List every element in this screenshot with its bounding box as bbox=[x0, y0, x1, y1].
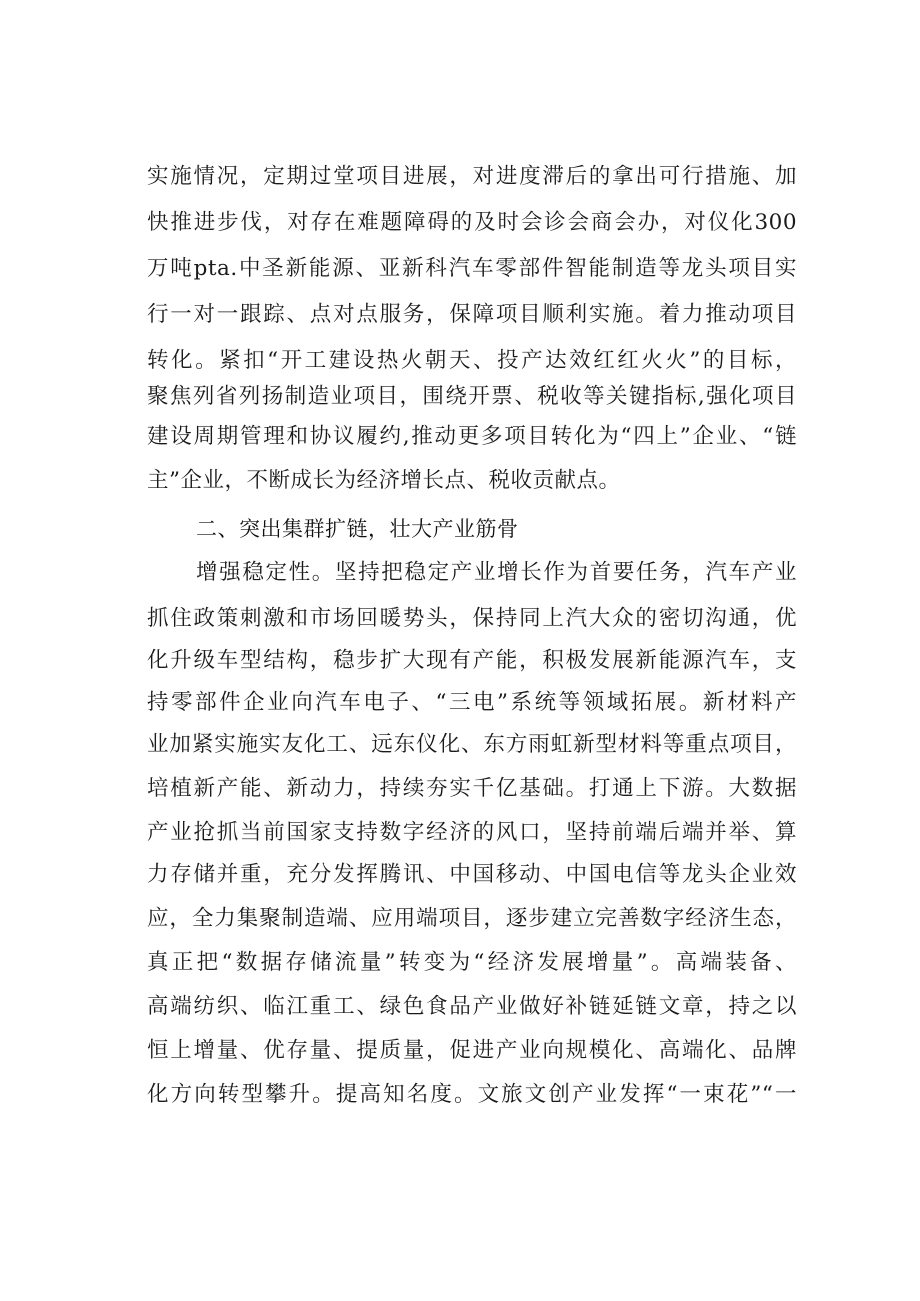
paragraph-2-line-10: 真正把“数据存储流量”转变为“经济发展增量”。高端装备、 bbox=[147, 950, 797, 975]
paragraph-2-line-8: 力存储并重，充分发挥腾讯、中国移动、中国电信等龙头企业效 bbox=[147, 862, 797, 887]
paragraph-2-line-12: 恒上增量、优存量、提质量，促进产业向规模化、高端化、品牌 bbox=[147, 1038, 797, 1063]
paragraph-2-line-1: 增强稳定性。坚持把稳定产业增长作为首要任务，汽车产业 bbox=[196, 560, 797, 585]
paragraph-2-line-13: 化方向转型攀升。提高知名度。文旅文创产业发挥“一束花”“一 bbox=[147, 1082, 797, 1107]
paragraph-2-line-9: 应，全力集聚制造端、应用端项目，逐步建立完善数字经济生态， bbox=[147, 906, 797, 931]
paragraph-1-line-5: 转化。紧扣“开工建设热火朝天、投产达效红红火火”的目标， bbox=[147, 348, 797, 373]
paragraph-1-line-6: 聚焦列省列扬制造业项目，围绕开票、税收等关键指标,强化项目 bbox=[147, 384, 797, 409]
paragraph-2-line-2: 抓住政策刺激和市场回暖势头，保持同上汽大众的密切沟通，优 bbox=[147, 606, 797, 631]
paragraph-1-line-8: 主”企业，不断成长为经济增长点、税收贡献点。 bbox=[147, 468, 621, 493]
paragraph-2-line-4: 持零部件企业向汽车电子、“三电”系统等领域拓展。新材料产 bbox=[147, 690, 797, 715]
paragraph-2-line-6: 培植新产能、新动力，持续夯实千亿基础。打通上下游。大数据 bbox=[147, 776, 797, 801]
paragraph-1-line-4: 行一对一跟踪、点对点服务，保障项目顺利实施。着力推动项目 bbox=[147, 302, 797, 327]
paragraph-2-line-11: 高端纺织、临江重工、绿色食品产业做好补链延链文章，持之以 bbox=[147, 994, 797, 1019]
paragraph-1-line-7: 建设周期管理和协议履约,推动更多项目转化为“四上”企业、“链 bbox=[147, 424, 797, 449]
paragraph-1-line-1: 实施情况，定期过堂项目进展，对进度滞后的拿出可行措施、加 bbox=[147, 164, 797, 189]
paragraph-1-line-3: 万吨pta.中圣新能源、亚新科汽车零部件智能制造等龙头项目实 bbox=[147, 256, 797, 281]
paragraph-2-line-3: 化升级车型结构，稳步扩大现有产能，积极发展新能源汽车，支 bbox=[147, 648, 797, 673]
paragraph-1-line-2: 快推进步伐，对存在难题障碍的及时会诊会商会办，对仪化300 bbox=[147, 210, 797, 235]
section-heading: 二、突出集群扩链，壮大产业筋骨 bbox=[196, 517, 519, 541]
paragraph-2-line-7: 产业抢抓当前国家支持数字经济的风口，坚持前端后端并举、算 bbox=[147, 820, 797, 845]
paragraph-2-line-5: 业加紧实施实友化工、远东仪化、东方雨虹新型材料等重点项目， bbox=[147, 732, 797, 757]
